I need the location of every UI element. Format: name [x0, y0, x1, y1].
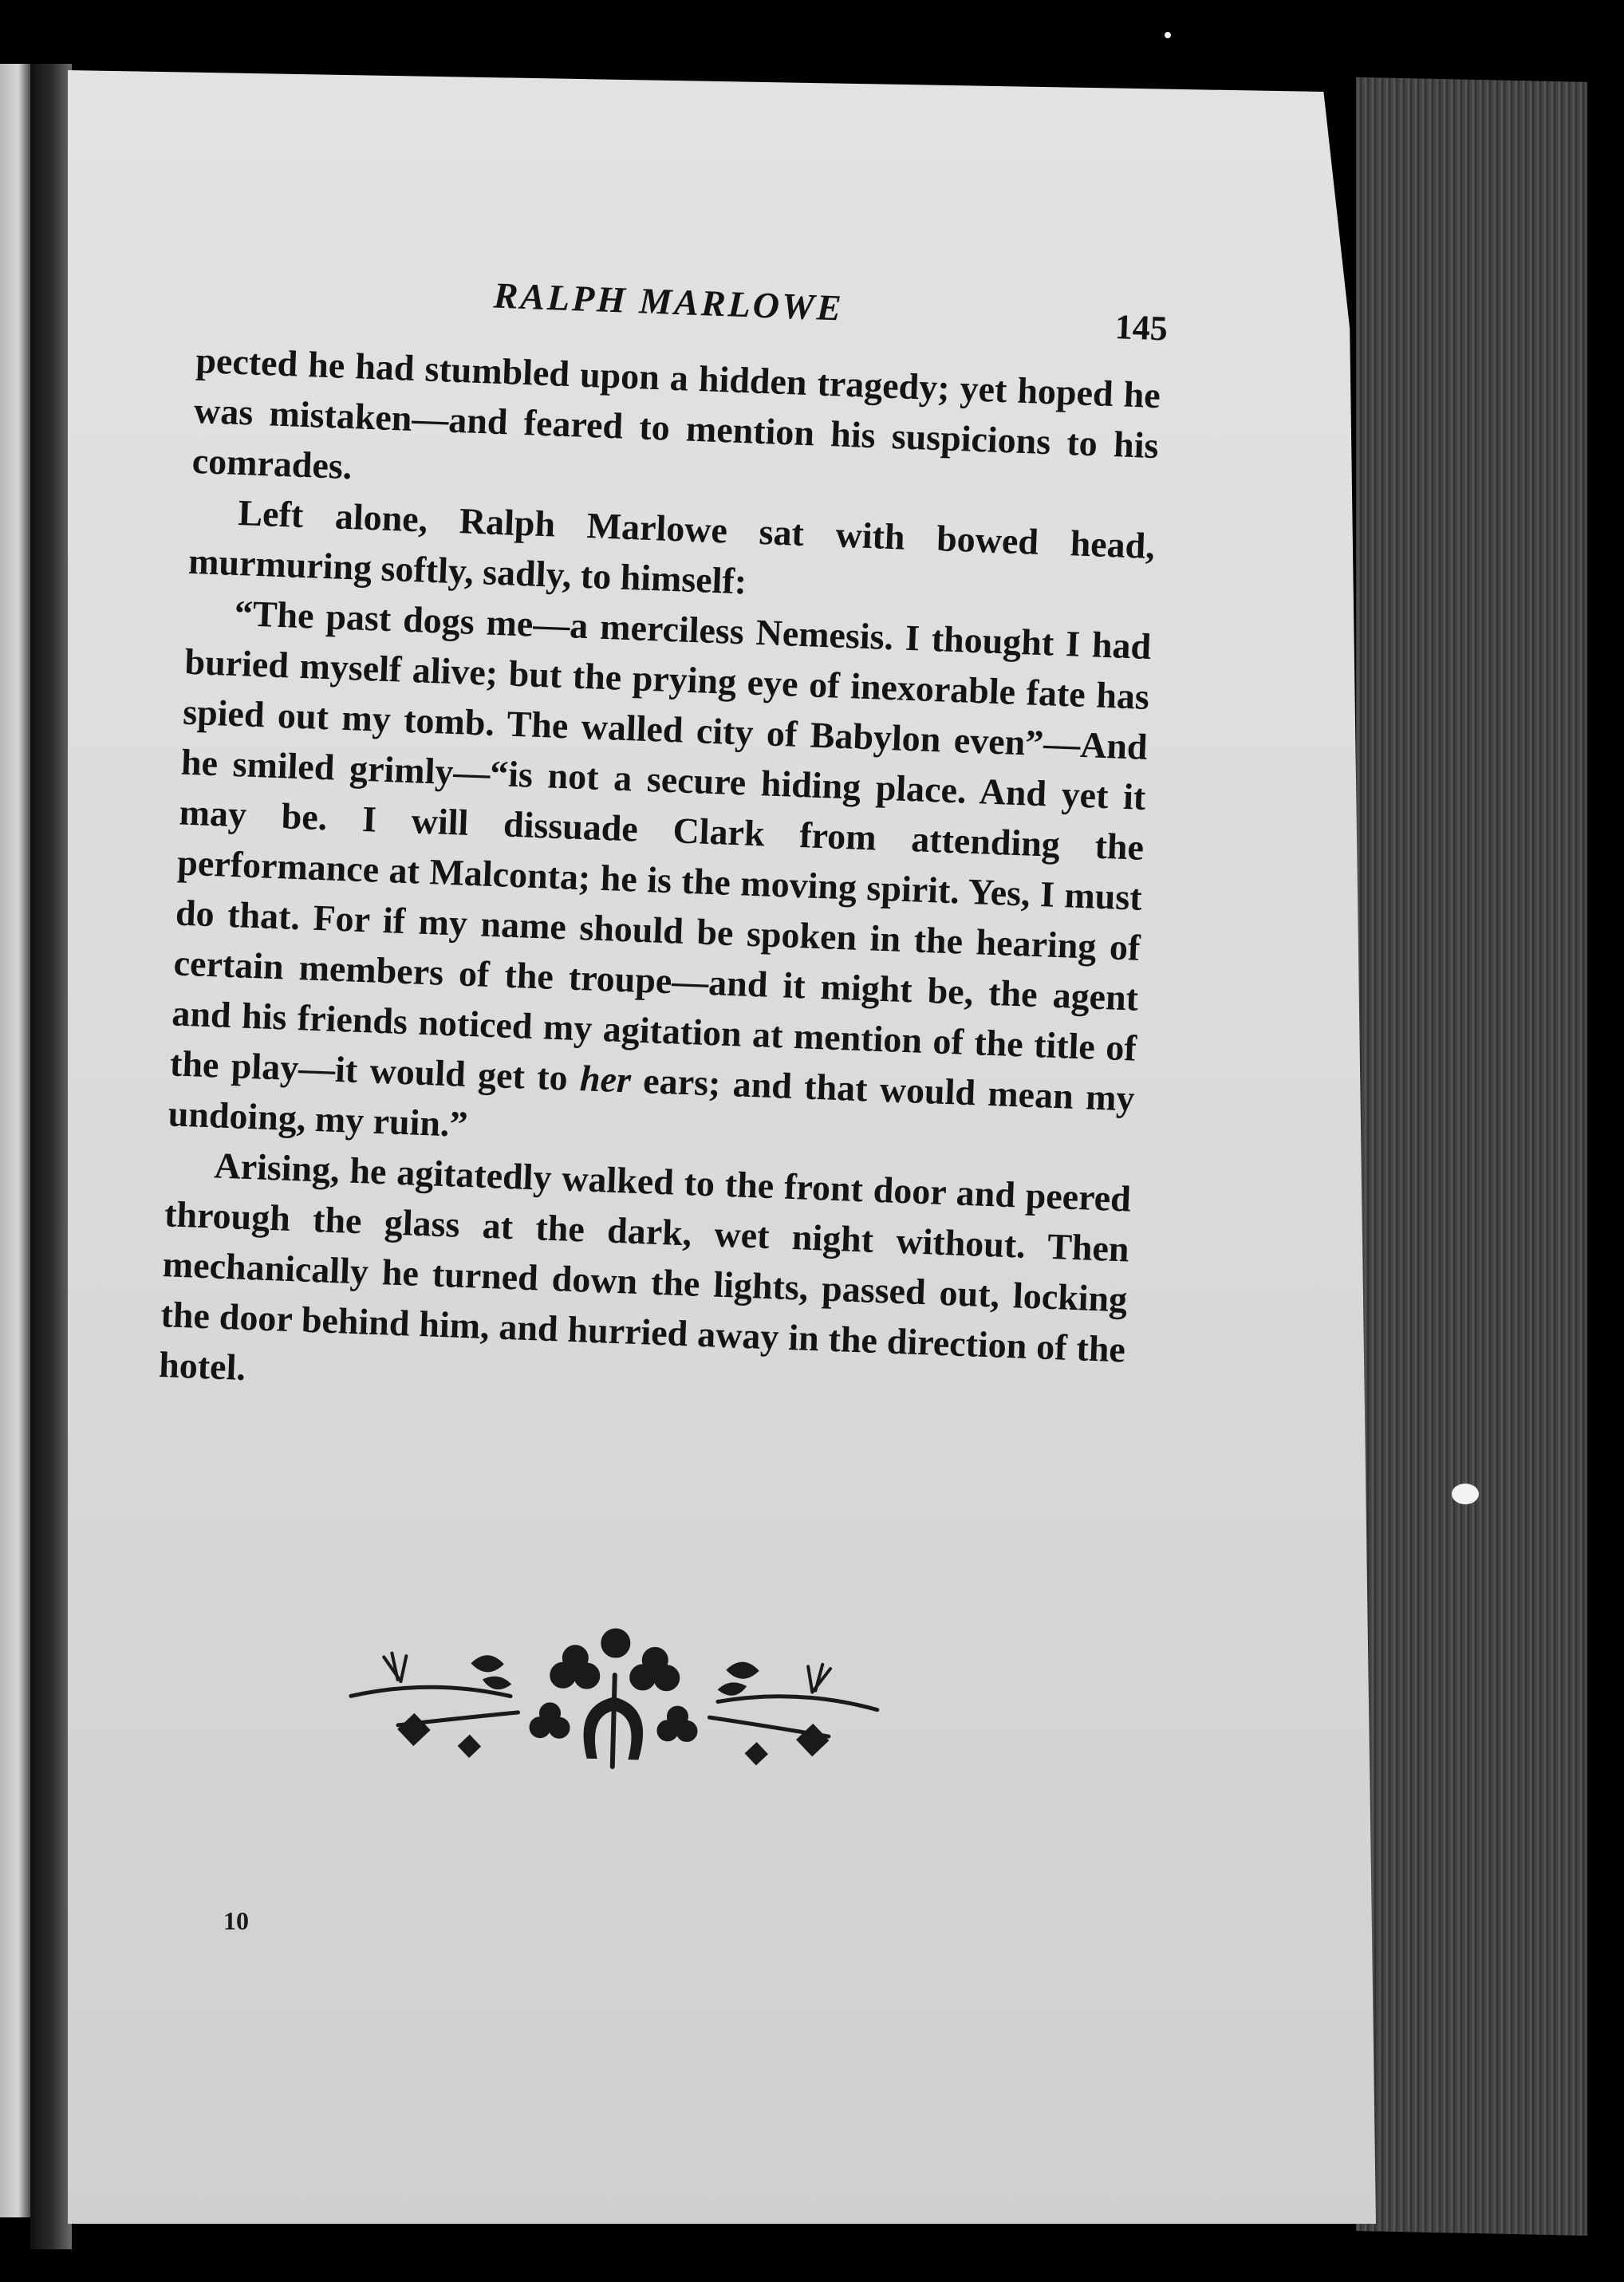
- quotation-text-end: ears; and that would mean my undoing, my ruin.”: [167, 1059, 1136, 1145]
- quotation-text: “The past dogs me—a merciless Nemesis. I thought I had buried myself alive; but the prying eye of inexorable fate has spied out my tomb. The walled city of Babylon even”—And he smiled grimly—“is not a secure hiding place. And yet it may be. I will dissuade Clark from attending the performance at Malconta; he is the moving spirit. Yes, I must do that. For if my name should be spoken in the hearing of certain members of the troupe—and it might be, the agent and his friends noticed my agitation at mention of the title of the play—it would get to: [169, 592, 1153, 1099]
- paragraph: Arising, he agitatedly walked to the front door and peered through the glass at the dark, wet night without. Then mechanically he turned down the lights, passed out, locking the door behind him, and hurried away in the direction of the hotel.: [158, 1145, 1132, 1389]
- floral-horseshoe-ornament-icon: [333, 1620, 895, 1778]
- book-gutter: [30, 64, 72, 2249]
- paper-blemish: [1452, 1484, 1479, 1504]
- paper-blemish: [1165, 32, 1171, 38]
- paragraph: Left alone, Ralph Marlowe sat with bowed head, murmuring softly, sadly, to himself:: [187, 492, 1156, 602]
- page-number: 145: [1114, 307, 1169, 349]
- paragraph: pected he had stumbled upon a hidden tragedy; yet hoped he was mistaken—and feared to mention his suspicions to his comrades.: [191, 339, 1161, 487]
- paragraph-quotation: [168, 586, 1153, 1174]
- scan-border: [1587, 72, 1624, 2282]
- page-content: [158, 263, 1169, 1425]
- running-head-title: RALPH MARLOWE: [492, 274, 845, 329]
- previous-page-edge: [0, 64, 30, 2217]
- signature-mark: 10: [223, 1906, 249, 1935]
- emphasis-her: her: [579, 1058, 632, 1101]
- book-fore-edge: [1356, 77, 1595, 2236]
